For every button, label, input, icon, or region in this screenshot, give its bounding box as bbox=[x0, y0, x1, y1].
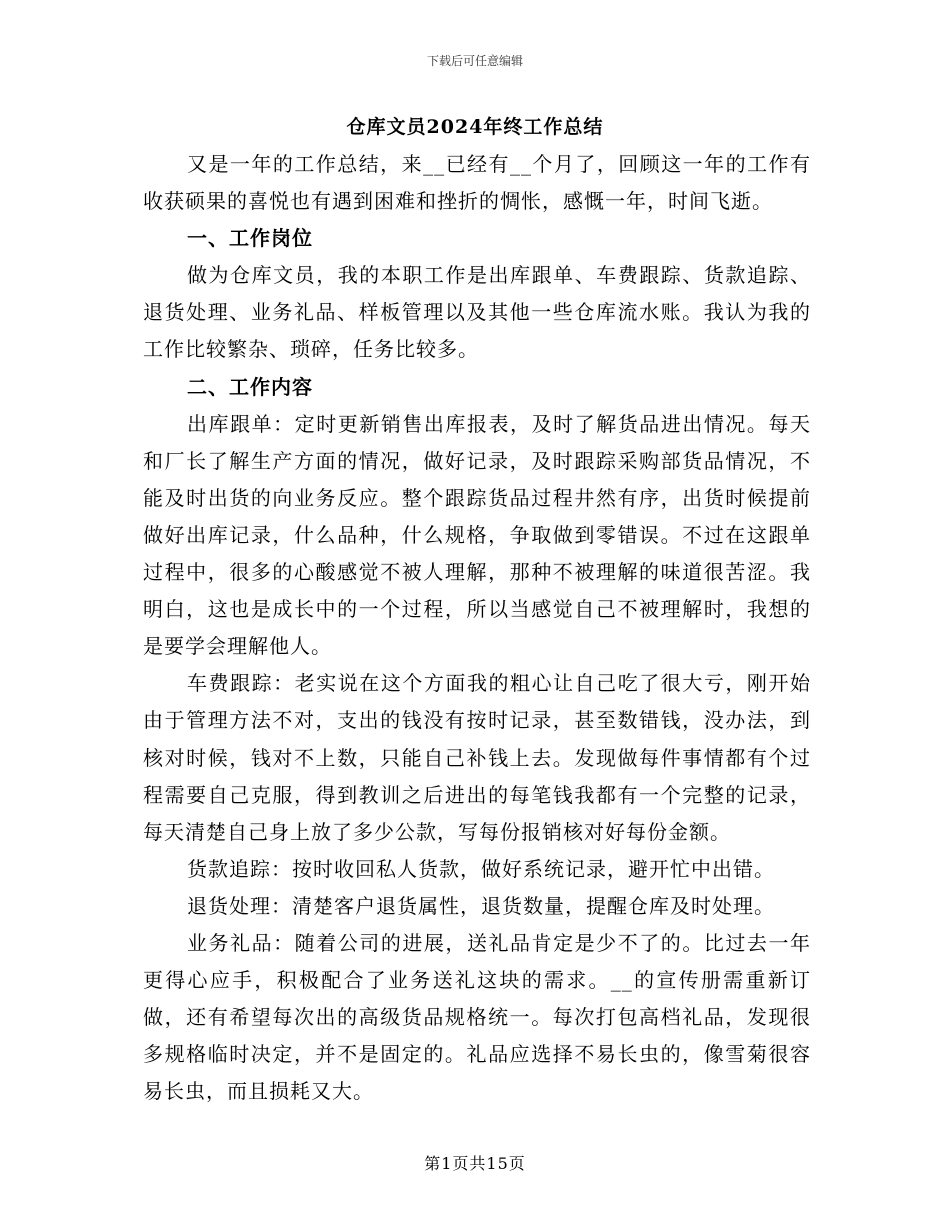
paragraph-payment-tracking: 货款追踪：按时收回私人货款，做好系统记录，避开忙中出错。 bbox=[187, 856, 775, 881]
paragraph-job-position: 做为仓库文员，我的本职工作是出库跟单、车费跟踪、货款追踪、退货处理、业务礼品、样板管理以及其他一些仓库流水账。我认为我的工作比较繁杂、琐碎，任务比较多。 bbox=[143, 263, 811, 362]
paragraph-returns-handling: 退货处理：清楚客户退货属性，退货数量，提醒仓库及时处理。 bbox=[187, 893, 775, 918]
page-number-footer: 第1页共15页 bbox=[424, 1154, 526, 1173]
document-title: 仓库文员2024年终工作总结 bbox=[346, 116, 604, 138]
section-heading-work-content: 二、工作内容 bbox=[187, 374, 313, 399]
section-heading-job-position: 一、工作岗位 bbox=[187, 226, 313, 251]
page-header-note: 下载后可任意编辑 bbox=[426, 54, 523, 68]
paragraph-intro: 又是一年的工作总结，来__已经有__个月了，回顾这一年的工作有收获硕果的喜悦也有遇到困难和挫折的惆怅，感慨一年，时间飞逝。 bbox=[143, 152, 811, 214]
document-body bbox=[143, 146, 811, 1110]
paragraph-outbound-tracking: 出库跟单：定时更新销售出库报表，及时了解货品进出情况。每天和厂长了解生产方面的情况，做好记录，及时跟踪采购部货品情况，不能及时出货的向业务反应。整个跟踪货品过程井然有序，出货时候提前做好出库记录，什么品种，什么规格，争取做到零错误。不过在这跟单过程中，很多的心酸感觉不被人理解，那种不被理解的味道很苦涩。我明白，这也是成长中的一个过程，所以当感觉自己不被理解时，我想的是要学会理解他人。 bbox=[143, 411, 811, 659]
paragraph-freight-tracking: 车费跟踪：老实说在这个方面我的粗心让自己吃了很大亏，刚开始由于管理方法不对，支出的钱没有按时记录，甚至数错钱，没办法，到核对时候，钱对不上数，只能自己补钱上去。发现做每件事情都有个过程需要自己克服，得到教训之后进出的每笔钱我都有一个完整的记录，每天清楚自己身上放了多少公款，写每份报销核对好每份金额。 bbox=[143, 671, 811, 844]
paragraph-business-gifts: 业务礼品：随着公司的进展，送礼品肯定是少不了的。比过去一年更得心应手，积极配合了业务送礼这块的需求。__的宣传册需重新订做，还有希望每次出的高级货品规格统一。每次打包高档礼品，发现很多规格临时决定，并不是固定的。礼品应选择不易长虫的，像雪菊很容易长虫，而且损耗又大。 bbox=[143, 930, 811, 1104]
